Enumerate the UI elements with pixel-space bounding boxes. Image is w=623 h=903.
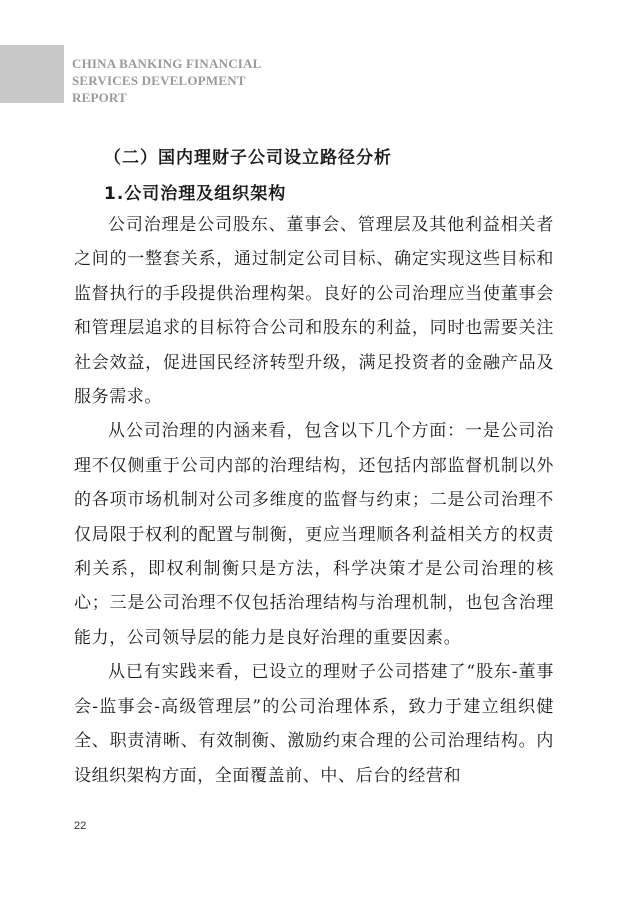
running-header (72, 55, 262, 106)
paragraph: 公司治理是公司股东、董事会、管理层及其他利益相关者之间的一整套关系，通过制定公司目标、确定实现这些目标和监督执行的手段提供治理构架。良好的公司治理应当使董事会和管理层追求的目标符合公司和股东的利益，同时也需要关注社会效益，促进国民经济转型升级，满足投资者的金融产品及服务需求。 (74, 215, 554, 408)
section-heading: （二）国内理财子公司设立路径分析 (104, 148, 392, 168)
running-header-line: SERVICES DEVELOPMENT (72, 73, 246, 88)
running-header-line: CHINA BANKING FINANCIAL (72, 56, 262, 71)
running-header-line: REPORT (72, 90, 127, 105)
header-gray-block (0, 45, 64, 103)
paragraph: 从公司治理的内涵来看，包含以下几个方面：一是公司治理不仅侧重于公司内部的治理结构，还包括内部监督机制以外的各项市场机制对公司多维度的监督与约束；二是公司治理不仅局限于权利的配置与制衡，更应当理顺各利益相关方的权责利关系，即权利制衡只是方法，科学决策才是公司治理的核心；三是公司治理不仅包括治理结构与治理机制，也包含治理能力，公司领导层的能力是良好治理的重要因素。 (74, 421, 554, 648)
page-number: 22 (74, 820, 87, 832)
body-text (74, 208, 554, 793)
paragraph: 从已有实践来看，已设立的理财子公司搭建了“股东-董事会-监事会-高级管理层”的公司治理体系，致力于建立组织健全、职责清晰、有效制衡、激励约束合理的公司治理结构。内设组织架构方面，全面覆盖前、中、后台的经营和 (74, 662, 554, 786)
sub-heading: 1.公司治理及组织架构 (104, 184, 287, 204)
